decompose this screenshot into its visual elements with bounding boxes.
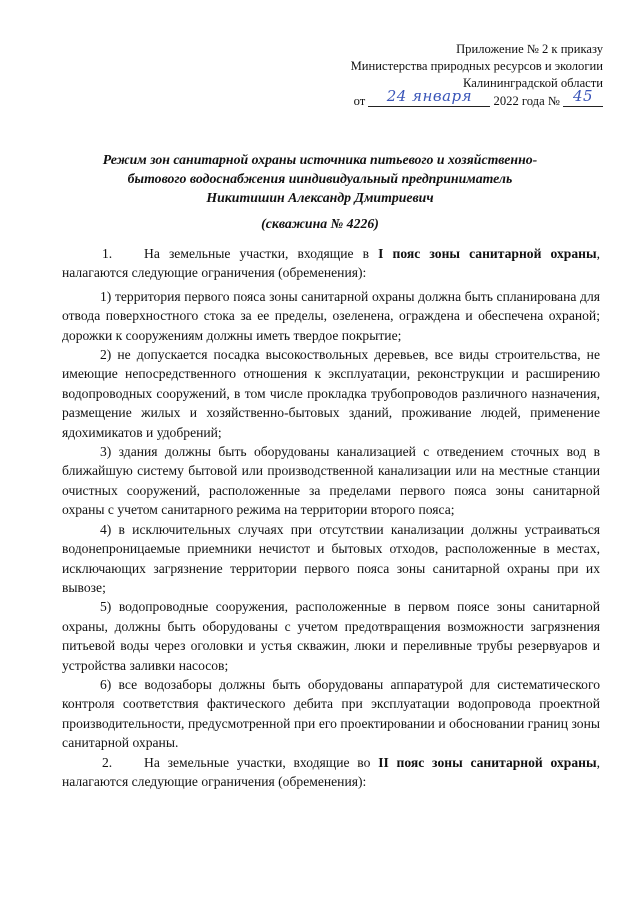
title-line: Никитишин Александр Дмитриевич bbox=[206, 190, 434, 205]
appendix-line: Калининградской области bbox=[463, 76, 603, 90]
section-intro-bold: I пояс зоны санитарной охраны bbox=[378, 246, 597, 261]
order-date-field bbox=[368, 87, 490, 107]
section-number: 1. bbox=[102, 246, 113, 261]
section-number: 2. bbox=[102, 754, 113, 770]
appendix-line: Министерства природных ресурсов и экологии bbox=[350, 59, 603, 73]
section-intro-text: , налагаются следующие ограничения (обременения): bbox=[62, 754, 600, 789]
handwritten-number: 45 bbox=[572, 87, 594, 105]
order-line bbox=[353, 87, 603, 110]
section-intro-text: На земельные участки, входящие в bbox=[144, 246, 379, 261]
appendix-line: Приложение № 2 к приказу bbox=[456, 42, 603, 56]
handwritten-date: 24 января bbox=[386, 87, 473, 105]
document-title bbox=[90, 150, 550, 207]
section-intro-bold: II пояс зоны санитарной охраны bbox=[378, 754, 597, 770]
restriction-item: 2) не допускается посадка высокоствольных деревьев, все виды строительства, не имеющие непосредственного отношения к эксплуатации, реконструкции и расширению водопроводных сооружений, в том числе прокладка трубопроводов различного назначения, размещение жилых и хозяйственно-бытовых зданий, проживание людей, применение ядохимикатов и удобрений; bbox=[62, 347, 600, 440]
order-number-field bbox=[563, 87, 603, 107]
title-line: бытового водоснабжения ииндивидуальный предприниматель bbox=[127, 171, 513, 186]
order-year: 2022 года № bbox=[493, 94, 560, 108]
section-intro-text: , налагаются следующие ограничения (обременения): bbox=[62, 246, 600, 281]
section-intro-text: На земельные участки, входящие во bbox=[144, 754, 379, 770]
section-1-intro bbox=[62, 244, 600, 283]
section-2-intro bbox=[62, 753, 600, 792]
restriction-item: 4) в исключительных случаях при отсутствии канализации должны устраиваться водонепроницаемые приемники нечистот и бытовых отходов, расположенные в местах, исключающих загрязнение территории первого пояса зоны санитарной охраны при их вывозе; bbox=[62, 521, 600, 595]
order-prefix: от bbox=[353, 94, 366, 108]
document-body bbox=[62, 244, 600, 791]
well-label: (скважина № 4226) bbox=[261, 216, 379, 231]
restriction-item: 1) территория первого пояса зоны санитарной охраны должна быть спланирована для отвода поверхностного стока за ее пределы, озеленена, ограждена и обеспечена охраной; дорожки к сооружениям должны иметь твердое покрытие; bbox=[62, 288, 600, 343]
title-line: Режим зон санитарной охраны источника питьевого и хозяйственно- bbox=[102, 152, 538, 167]
restriction-item: 5) водопроводные сооружения, расположенные в первом поясе зоны санитарной охраны, должны быть оборудованы с учетом предотвращения возможности загрязнения питьевой воды через оголовки и устья скважин, люки и переливные трубы резервуаров и устройства заливки насосов; bbox=[62, 599, 600, 673]
restriction-item: 6) все водозаборы должны быть оборудованы аппаратурой для систематического контроля соответствия фактического дебита при эксплуатации водопровода проектной производительности, предусмотренной при его проектировании и обосновании границ зоны санитарной охраны. bbox=[62, 676, 600, 751]
appendix-header bbox=[303, 41, 603, 92]
restriction-item: 3) здания должны быть оборудованы канализацией с отведением сточных вод в ближайшую систему бытовой или производственной канализации или на местные станции очистных сооружений, расположенные за пределами первого пояса зоны санитарной охраны с учетом санитарного режима на территории второго пояса; bbox=[62, 444, 600, 518]
